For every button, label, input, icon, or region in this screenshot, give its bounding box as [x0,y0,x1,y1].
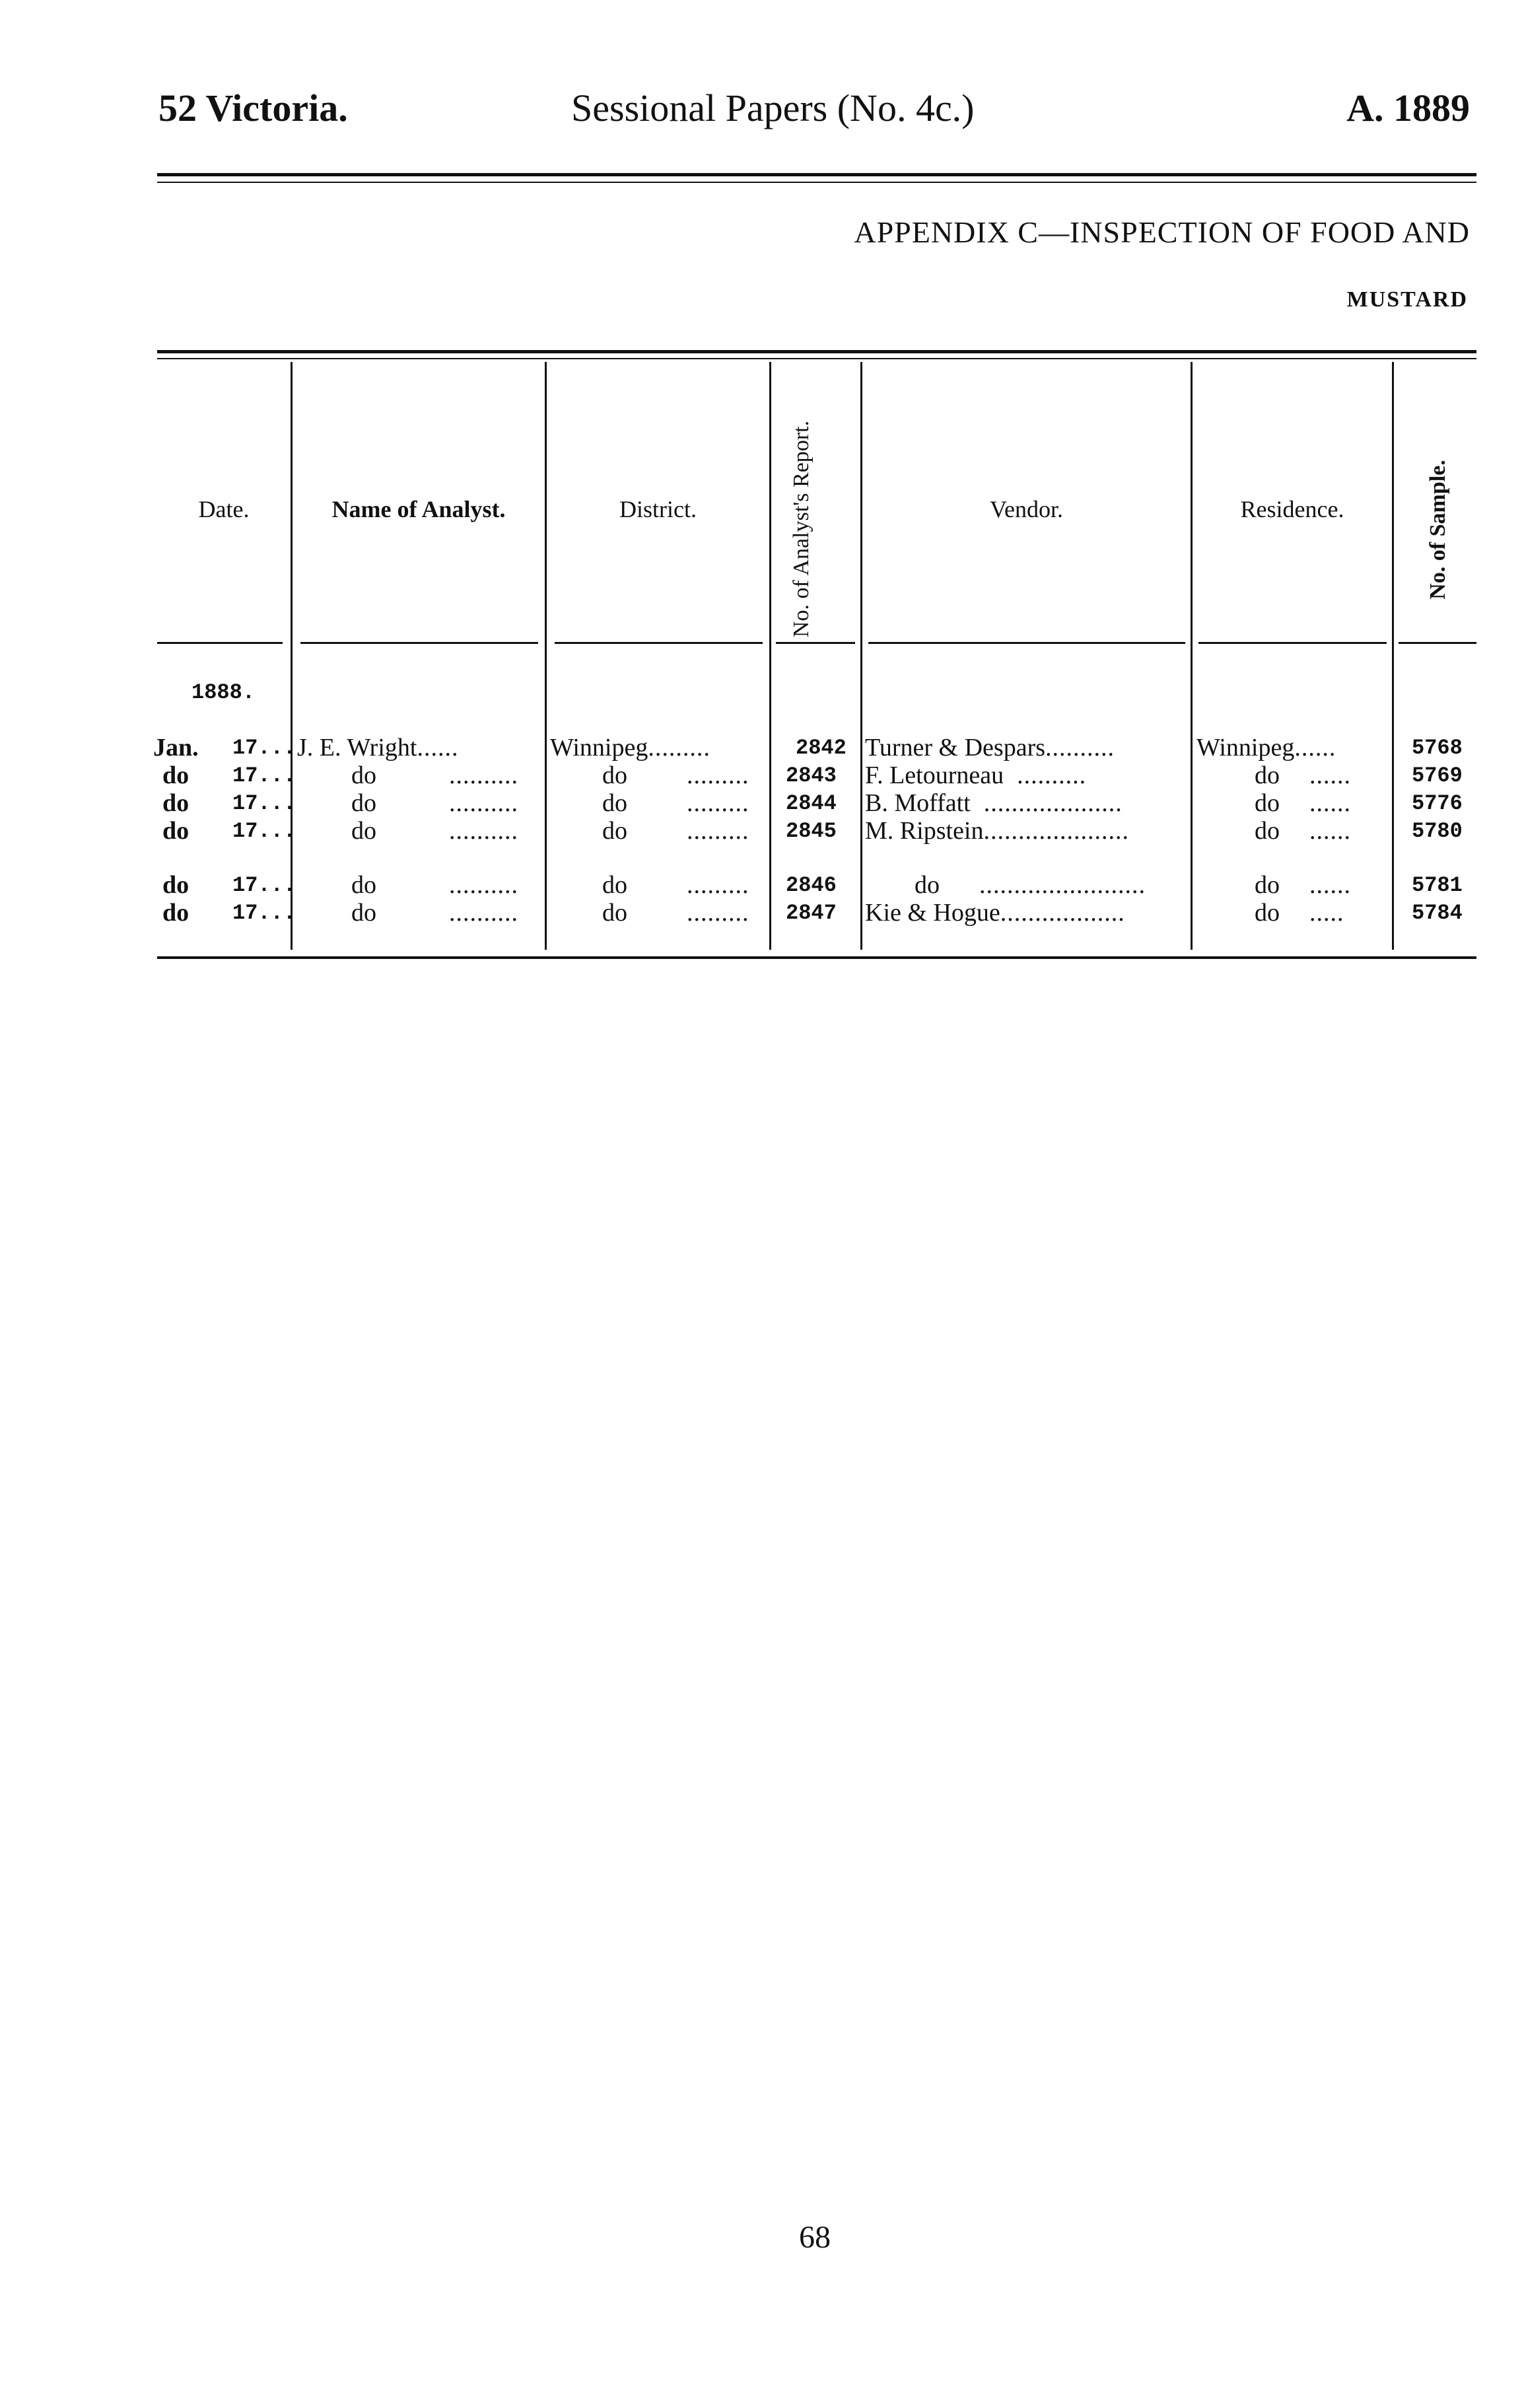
table-bottom-rule [157,956,1476,959]
cell-day: 17... [232,763,296,788]
cell-report: 2846 [786,873,837,898]
appendix-subtitle: MUSTARD [1346,287,1468,312]
cell-day: 17... [232,791,296,816]
cell-district: Winnipeg......... [550,734,710,761]
cell-sample: 5784 [1412,901,1463,925]
cell-analyst: do .......... [351,899,518,927]
cell-report: 2847 [786,901,837,925]
cell-residence: do ...... [1255,871,1351,899]
cell-sample: 5781 [1412,873,1463,898]
cell-analyst: J. E. Wright...... [297,734,459,761]
cell-analyst: do .......... [351,817,518,845]
cell-vendor: F. Letourneau .......... [865,761,1087,789]
cell-analyst: do .......... [351,761,518,789]
table-top-rule-thin [157,358,1476,359]
cell-residence: do ...... [1255,789,1351,817]
header-title: Sessional Papers (No. 4c.) [571,87,975,129]
cell-day: 17... [232,873,296,898]
col-header-analyst: Name of Analyst. [331,496,506,522]
year-label: 1888. [191,680,256,705]
cell-report: 2842 [796,736,847,760]
cell-report: 2845 [786,819,837,843]
header-underline [157,642,283,644]
divider-date [291,362,293,950]
divider-report [860,362,862,950]
col-header-report: No. of Analyst's Report. [789,420,814,638]
cell-month: Jan. [153,734,199,761]
cell-month: do [162,871,190,899]
cell-report: 2844 [786,791,837,816]
cell-sample: 5780 [1412,819,1463,843]
cell-sample: 5769 [1412,763,1463,788]
divider-district [769,362,771,950]
cell-district: do ......... [602,761,749,789]
cell-sample: 5768 [1412,736,1463,760]
col-header-district: District. [619,496,697,522]
cell-day: 17... [232,819,296,843]
header-year: A. 1889 [1346,87,1470,129]
cell-residence: do ...... [1255,761,1351,789]
table-top-rule-thick [157,350,1476,353]
col-header-sample: No. of Sample. [1426,460,1450,600]
header-rule-thin [157,182,1476,183]
cell-vendor: B. Moffatt .................... [865,789,1123,817]
cell-district: do ......... [602,871,749,899]
cell-report: 2843 [786,763,837,788]
cell-vendor: Kie & Hogue.................. [865,899,1125,927]
cell-month: do [162,817,190,845]
cell-vendor: M. Ripstein..................... [865,817,1129,845]
col-header-date: Date. [198,496,250,522]
cell-month: do [162,789,190,817]
cell-vendor: do ........................ [915,871,1146,899]
cell-day: 17... [232,901,296,925]
divider-analyst [545,362,547,950]
appendix-title: APPENDIX C—INSPECTION OF FOOD AND [854,215,1470,249]
cell-residence: Winnipeg...... [1196,734,1336,761]
cell-residence: do ..... [1255,899,1344,927]
cell-analyst: do .......... [351,789,518,817]
header-rule-thick [157,173,1476,176]
header-session: 52 Victoria. [158,87,348,129]
cell-sample: 5776 [1412,791,1463,816]
divider-vendor [1191,362,1193,950]
cell-month: do [162,761,190,789]
page-number: 68 [799,2220,831,2255]
cell-vendor: Turner & Despars.......... [865,734,1115,761]
col-header-residence: Residence. [1240,496,1344,522]
cell-day: 17... [232,736,296,760]
cell-district: do ......... [602,789,749,817]
cell-analyst: do .......... [351,871,518,899]
cell-residence: do ...... [1255,817,1351,845]
divider-residence [1392,362,1394,950]
cell-month: do [162,899,190,927]
cell-district: do ......... [602,899,749,927]
col-header-vendor: Vendor. [990,496,1063,522]
cell-district: do ......... [602,817,749,845]
